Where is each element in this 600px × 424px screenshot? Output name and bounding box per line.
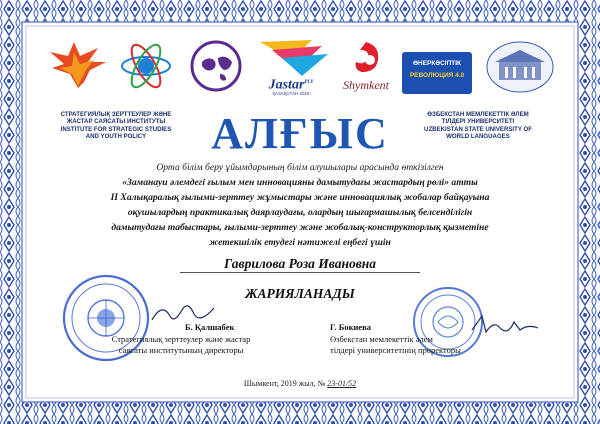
- revolution-4-logo: [402, 52, 472, 94]
- world-map-logo: [190, 40, 242, 92]
- body-line: «Заманауи әлемдегі ғылым мен инновацияны дамытудағы жастардың рөлі» атты: [122, 177, 478, 188]
- left-org-line: INSTITUTE FOR STRATEGIC STUDIES: [60, 125, 172, 133]
- right-role-line: тілдері университетінің проректоры: [330, 345, 461, 355]
- left-org-line: AND YOUTH POLICY: [85, 133, 147, 141]
- left-org-line: ЖАСТАР САЯСАТЫ ИНСТИТУТЫ: [66, 118, 166, 126]
- right-role-line: Өзбекстан мемлекеттік әлем: [330, 334, 433, 344]
- award-text: ЖАРИЯЛАНАДЫ: [245, 286, 355, 301]
- left-org-line: СТРАТЕГИЯЛЫҚ ЗЕРТТЕУЛЕР ЖӘНЕ: [60, 111, 172, 118]
- right-org-line: WORLD LANGUAGES: [446, 133, 510, 141]
- left-signatory-role: [76, 334, 286, 356]
- jastar-wordmark: Jastar: [268, 77, 305, 93]
- body-line: II Халықаралық ғылыми-зерттеу жұмыстары және инновациялық жобалар байқауына: [110, 192, 490, 203]
- left-role-line: Стратегиялық зерттеулер және жастар: [111, 334, 251, 344]
- jastar-caption: ҚАЗАҚСТАН 2019: [272, 91, 310, 96]
- right-org-line: ӨЗБЕКСТАН МЕМЛЕКЕТТІК ӘЛЕМ: [427, 111, 529, 118]
- shymkent-wordmark: Shymkent: [343, 78, 389, 92]
- certificate-footer: [200, 379, 400, 388]
- eagle-logo: [48, 38, 108, 92]
- left-organization: [46, 111, 186, 141]
- body-text: [85, 160, 515, 250]
- body-line: Орта білім беру ұйымдарының білім алушылары арасында өткізілген: [156, 162, 444, 173]
- body-line: жетекшілік етудегі нәтижелі еңбегі үшін: [209, 237, 391, 248]
- jastar-logo: [252, 36, 330, 100]
- left-role-line: саясаты институтының директоры: [118, 345, 244, 355]
- shymkent-logo: [336, 38, 396, 100]
- jastar-superscript: PLY: [304, 80, 314, 85]
- body-line: оқушылардың практикалық даярлаудағы, олардың шығармашылық белсенділігін: [127, 207, 473, 218]
- revolution-line1: ӨНЕРКӘСІПТІК: [412, 60, 462, 67]
- recipient-underline: [180, 272, 420, 273]
- body-line: дамытудағы табыстары, ғылыми-зерттеу және жобалық-конструкторлық қызметіне: [111, 222, 489, 233]
- certificate-number: 23-01/52: [327, 379, 357, 388]
- right-organization: [408, 111, 548, 141]
- footer-place-date: Шымкент, 2019 жыл, №: [243, 379, 326, 388]
- certificate-title: АЛҒЫС: [211, 109, 389, 158]
- atom-globe-logo: [120, 40, 172, 92]
- right-signatory-name: Г. Бокиева: [330, 322, 371, 332]
- university-building-logo: [485, 40, 555, 94]
- right-org-line: ТІЛДЕРІ УНИВЕРСИТЕТІ: [441, 118, 515, 126]
- recipient-name: Гаврилова Роза Ивановна: [223, 256, 377, 271]
- revolution-line2: РЕВОЛЮЦИЯ 4.0: [409, 72, 465, 79]
- right-signatory-role: [330, 334, 530, 356]
- left-signatory-name: Б. Қалшабек: [185, 322, 235, 332]
- right-org-line: UZBEKISTAN STATE UNIVERSITY OF: [424, 125, 532, 133]
